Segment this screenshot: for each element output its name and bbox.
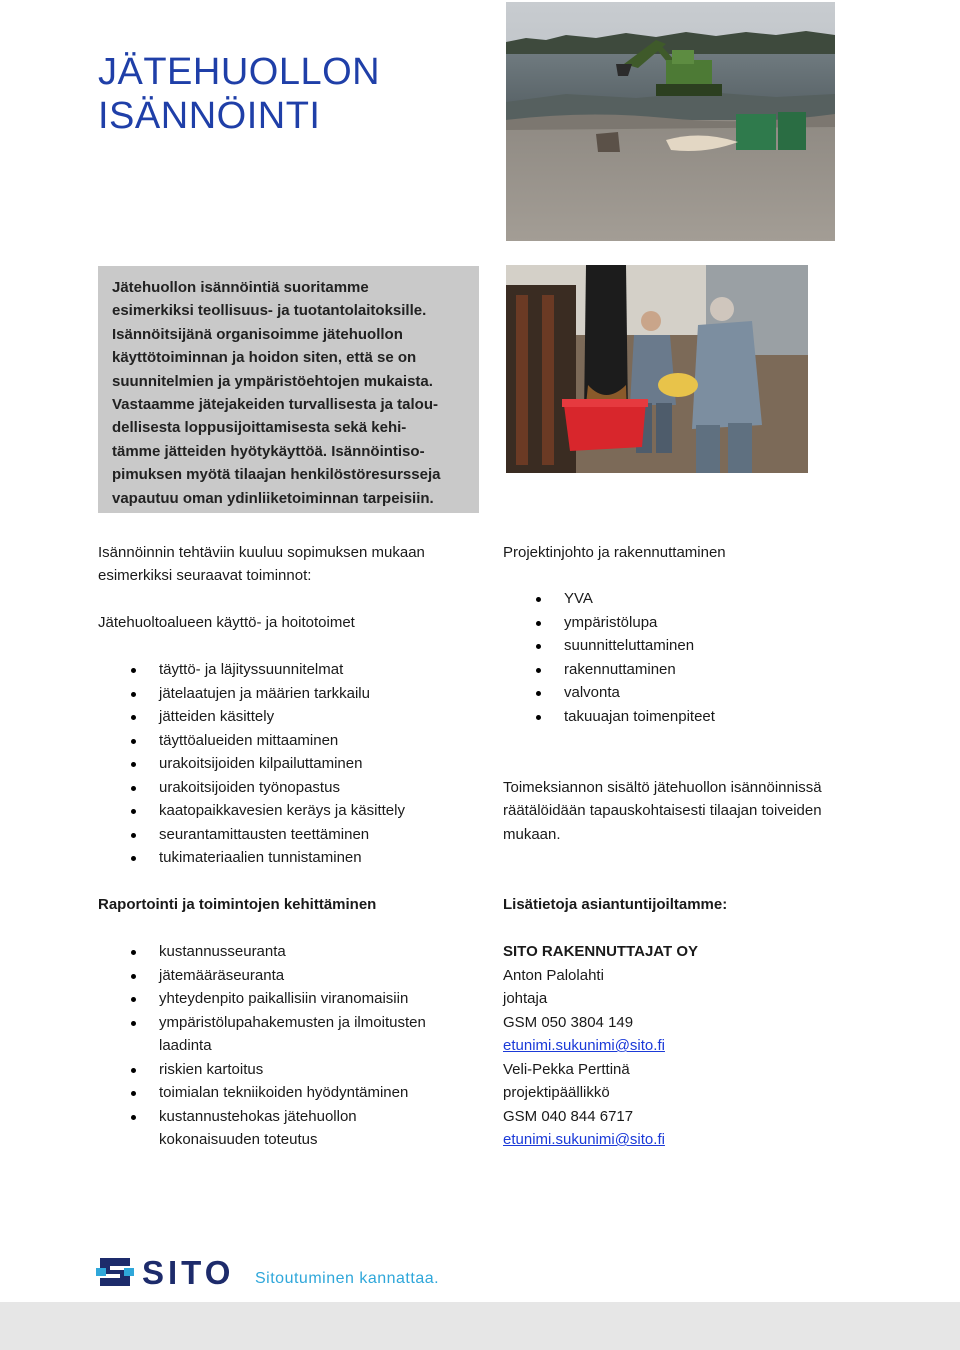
lead-line-1: Isännöinnin tehtäviin kuuluu sopimuksen mukaan xyxy=(98,544,425,561)
list-item: tukimateriaalien tunnistaminen xyxy=(98,846,488,870)
intro-text xyxy=(112,276,472,510)
contact1-email-link[interactable]: etunimi.sukunimi@sito.fi xyxy=(503,1037,665,1054)
list-item: kustannustehokas jätehuollon kokonaisuuden toteutus xyxy=(98,1105,458,1152)
list-item: yhteydenpito paikallisiin viranomaisiin xyxy=(98,987,458,1011)
footer-bar xyxy=(0,1302,960,1350)
intro-line: Isännöitsijänä organisoimme jätehuollon xyxy=(112,325,403,343)
note-line: mukaan. xyxy=(503,825,561,843)
section-heading-reporting: Raportointi ja toimintojen kehittäminen xyxy=(98,896,377,913)
excavator-pond-illustration xyxy=(506,2,835,241)
list-item: kustannusseuranta xyxy=(98,940,458,964)
contact2-email-link[interactable]: etunimi.sukunimi@sito.fi xyxy=(503,1131,665,1148)
list-item: seurantamittausten teettäminen xyxy=(98,823,488,847)
intro-line: Vastaamme jätejakeiden turvallisesta ja talou- xyxy=(112,396,438,414)
tagline: Sitoutuminen kannattaa. xyxy=(255,1270,440,1287)
note-line: Toimeksiannon sisältö jätehuollon isännöinnissä xyxy=(503,779,822,796)
contact2-phone: GSM 040 844 6717 xyxy=(503,1107,634,1125)
list-item: valvonta xyxy=(503,681,903,705)
contact2-title: projektipäällikkö xyxy=(503,1084,610,1101)
list-item: täyttöalueiden mittaaminen xyxy=(98,729,488,753)
intro-box xyxy=(98,266,479,513)
list-item: ympäristölupahakemusten ja ilmoitusten laadinta xyxy=(98,1011,458,1058)
title-line-2: ISÄNNÖINTI xyxy=(98,95,321,137)
list-item: jätelaatujen ja määrien tarkkailu xyxy=(98,682,488,706)
company-name: SITO RAKENNUTTAJAT OY xyxy=(503,943,699,960)
tailoring-note xyxy=(503,776,903,846)
list-item: toimialan tekniikoiden hyödyntäminen xyxy=(98,1081,458,1105)
page-title xyxy=(98,50,478,138)
section-heading-maintenance: Jätehuoltoalueen käyttö- ja hoitotoimet xyxy=(98,614,355,631)
sito-logo-text: SITO xyxy=(142,1254,235,1291)
intro-line: tämme jätteiden hyötykäyttöä. Isännöintiso- xyxy=(112,442,425,460)
list-item: jätemääräseuranta xyxy=(98,964,458,988)
title-line-1: JÄTEHUOLLON xyxy=(98,51,381,93)
list-item: YVA xyxy=(503,587,903,611)
contact1-title: johtaja xyxy=(503,990,548,1007)
list-item: jätteiden käsittely xyxy=(98,705,488,729)
project-list xyxy=(503,587,903,728)
workers-sorting-photo xyxy=(506,265,808,473)
note-line: räätälöidään tapauskohtaisesti tilaajan toiveiden xyxy=(503,802,822,820)
intro-line: dellisesta loppusijoittamisesta sekä kehi- xyxy=(112,419,407,437)
list-item: urakoitsijoiden työnopastus xyxy=(98,776,488,800)
list-item: takuuajan toimenpiteet xyxy=(503,705,903,729)
list-item: rakennuttaminen xyxy=(503,658,903,682)
reporting-list xyxy=(98,940,458,1152)
contact-block xyxy=(503,940,903,1152)
list-item: ympäristölupa xyxy=(503,611,903,635)
section-heading-project: Projektinjohto ja rakennuttaminen xyxy=(503,544,726,561)
contact2-name: Veli-Pekka Perttinä xyxy=(503,1060,630,1078)
lead-line-2: esimerkiksi seuraavat toiminnot: xyxy=(98,567,312,585)
excavator-pond-photo xyxy=(506,2,835,241)
intro-line: pimuksen myötä tilaajan henkilöstöresursseja xyxy=(112,466,441,484)
lead-paragraph xyxy=(98,541,488,588)
contact1-phone: GSM 050 3804 149 xyxy=(503,1013,634,1031)
maintenance-list xyxy=(98,658,488,870)
intro-line: vapautuu oman ydinliiketoiminnan tarpeisiin. xyxy=(112,489,434,507)
sito-logo-icon xyxy=(96,1254,134,1290)
list-item: täyttö- ja läjityssuunnitelmat xyxy=(98,658,488,682)
workers-sorting-illustration xyxy=(506,265,808,473)
contact1-name: Anton Palolahti xyxy=(503,966,604,984)
intro-line: suunnitelmien ja ympäristöehtojen mukaista. xyxy=(112,372,433,390)
intro-line: esimerkiksi teollisuus- ja tuotantolaitoksille. xyxy=(112,302,427,320)
intro-line: Jätehuollon isännöintiä suoritamme xyxy=(112,279,369,296)
list-item: riskien kartoitus xyxy=(98,1058,458,1082)
sito-logo xyxy=(96,1254,496,1294)
contacts-heading: Lisätietoja asiantuntijoiltamme: xyxy=(503,896,728,913)
list-item: suunnitteluttaminen xyxy=(503,634,903,658)
intro-line: käyttötoiminnan ja hoidon siten, että se on xyxy=(112,349,417,367)
list-item: kaatopaikkavesien keräys ja käsittely xyxy=(98,799,488,823)
list-item: urakoitsijoiden kilpailuttaminen xyxy=(98,752,488,776)
